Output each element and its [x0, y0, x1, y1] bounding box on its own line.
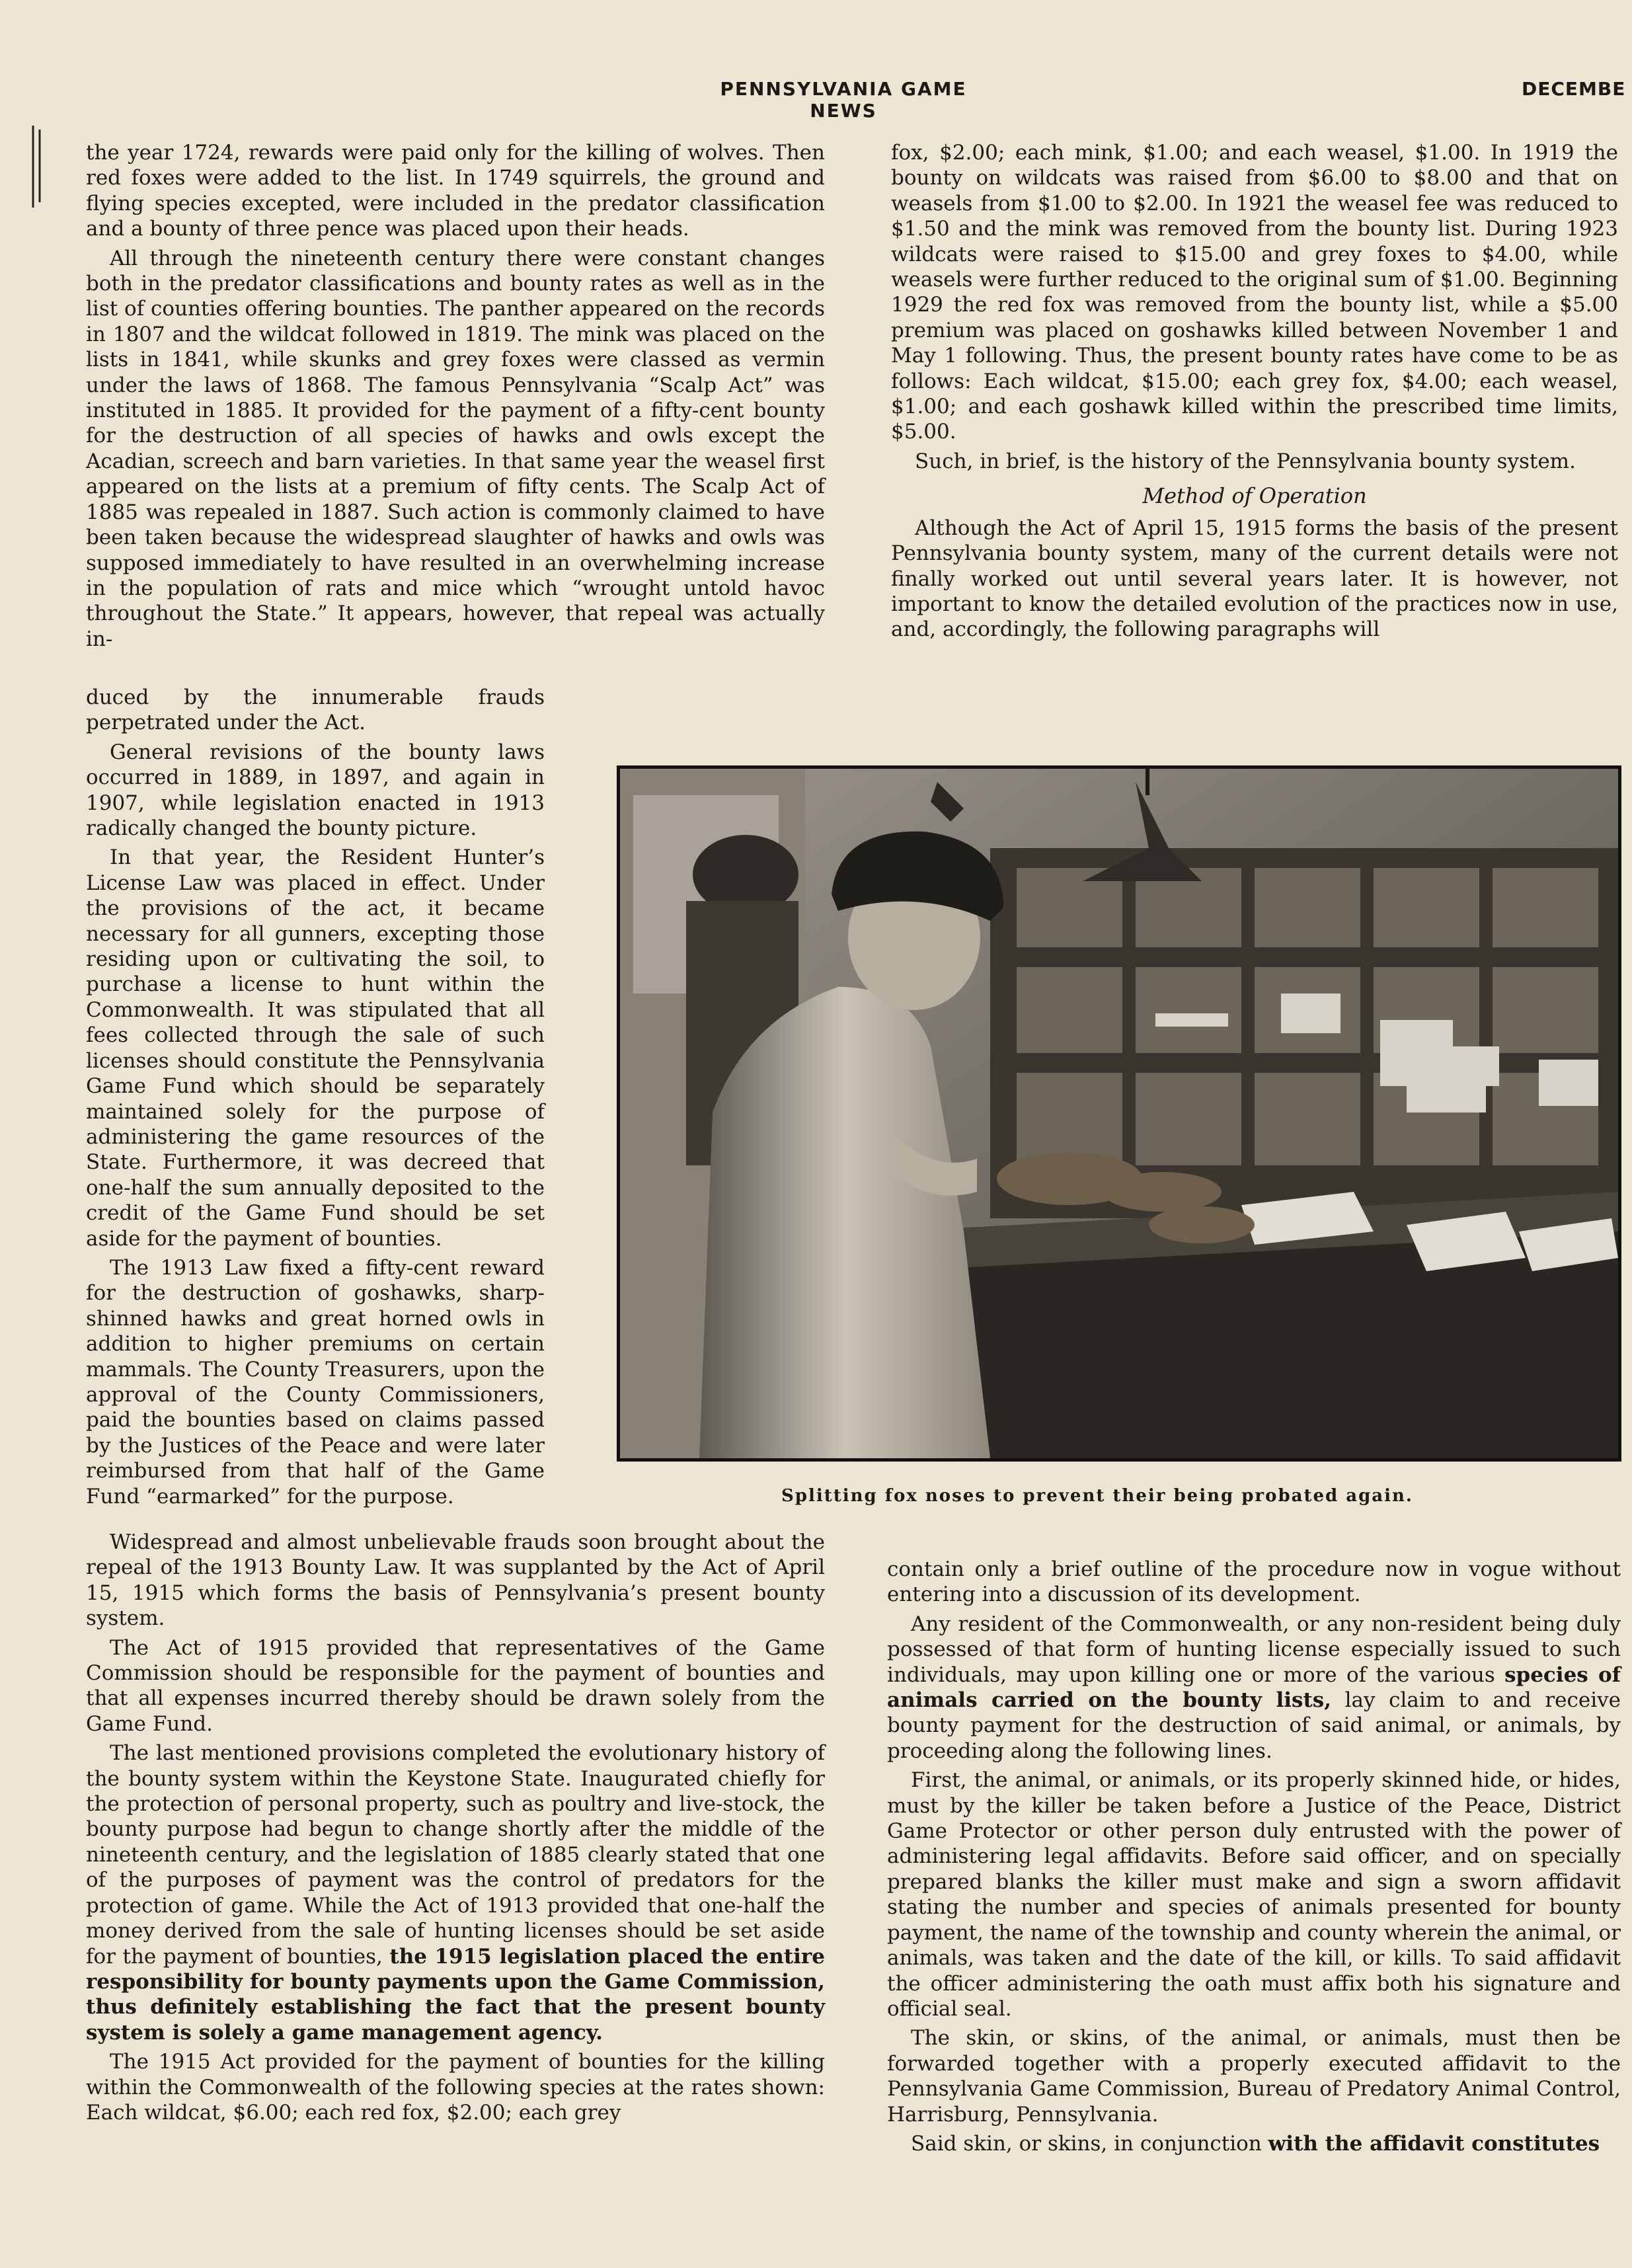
paragraph: General revisions of the bounty laws occurred in 1889, in 1897, and again in 1907, while legislation enacted in 1913 radically changed the bounty picture. — [86, 740, 545, 841]
photograph — [617, 765, 1621, 1462]
paragraph: duced by the innumerable frauds perpetrated under the Act. — [86, 685, 545, 735]
paragraph: The 1913 Law fixed a fifty-cent reward for the destruction of goshawks, sharp-shinned hawks and great horned owls in addition to higher premiums on certain mammals. The County Treasurers, upon the approval of the County Commissioners, paid the bounties based on claims passed by the Justices of the Peace and were later reimbursed from that half of the Game Fund “earmarked” for the purpose. — [86, 1255, 545, 1508]
paragraph — [887, 1612, 1621, 1764]
paragraph: fox, $2.00; each mink, $1.00; and each weasel, $1.00. In 1919 the bounty on wildcats was raised from $6.00 to $8.00 and that on weasels from $1.00 to $2.00. In 1921 the weasel fee was reduced to $1.50 and the mink was removed from the bounty list. During 1923 wildcats were raised to $15.00 and grey foxes to $4.00, while weasels were further reduced to the original sum of $1.00. Beginning 1929 the red fox was removed from the bounty list, while a $5.00 premium was placed on goshawks killed between November 1 and May 1 following. Thus, the present bounty rates have come to be as follows: Each wildcat, $15.00; each grey fox, $4.00; each weasel, $1.00; and each goshawk killed within the prescribed time limits, $5.00. — [891, 141, 1618, 444]
paragraph: Widespread and almost unbelievable frauds soon brought about the repeal of the 1913 Bounty Law. It was supplanted by the Act of April 15, 1915 which forms the basis of Pennsylvania’s present bounty system. — [86, 1530, 825, 1631]
paragraph: The Act of 1915 provided that representatives of the Game Commission should be responsible for the payment of bounties and that all expenses incurred thereby should be drawn solely from the Game Fund. — [86, 1635, 825, 1736]
paragraph: The skin, or skins, of the animal, or animals, must then be forwarded together with a properly executed affidavit to the Pennsylvania Game Commission, Bureau of Predatory Animal Control, Harrisburg, Pennsylvania. — [887, 2026, 1621, 2127]
paragraph: Such, in brief, is the history of the Pennsylvania bounty system. — [915, 449, 1576, 473]
text-run: lay claim to and receive bounty payment for the destruction of said animal, or animals, by proceeding along the following lines. — [887, 1688, 1621, 1763]
photo-caption: Splitting fox noses to prevent their being probated again. — [781, 1486, 1413, 1506]
paragraph: the year 1724, rewards were paid only for the killing of wolves. Then red foxes were added to the list. In 1749 squirrels, the ground and flying species excepted, were included in the predator classification and a bounty of three pence was placed upon their heads. — [86, 141, 825, 241]
right-column-bottom — [887, 1557, 1621, 2156]
bold-text-run: the 1915 legislation placed the entire responsibility for bounty payments upon the Game Commission, thus definitely establishing the fact that the present bounty system is solely a game management agency. — [86, 1944, 825, 2045]
left-column-top — [86, 140, 825, 652]
paragraph — [86, 1740, 825, 2045]
left-column-bottom — [86, 1530, 825, 2125]
bold-text-run: species of animals carried on the bounty lists, — [887, 1662, 1621, 1713]
text-run: Said skin, or skins, in conjunction — [911, 2131, 1268, 2156]
paragraph: In that year, the Resident Hunter’s License Law was placed in effect. Under the provisions of the act, it became necessary for all gunners, excepting those residing upon or cultivating the soil, to purchase a license to hunt within the Commonwealth. It was stipulated that all fees collected through the sale of such licenses should constitute the Pennsylvania Game Fund which should be separately maintained solely for the purpose of administering the game resources of the State. Furthermore, it was decreed that one-half the sum annually deposited to the credit of the Game Fund should be set aside for the payment of bounties. — [86, 845, 545, 1251]
margin-marks — [29, 123, 49, 215]
paragraph: The 1915 Act provided for the payment of bounties for the killing within the Commonwealth of the following species at the rates shown: Each wildcat, $6.00; each red fox, $2.00; each grey — [86, 2050, 825, 2125]
photo-illustration — [620, 769, 1618, 1458]
paragraph: Although the Act of April 15, 1915 forms the basis of the present Pennsylvania bounty system, many of the current details were not finally worked out until several years later. It is however, not important to know the detailed evolution of the practices now in use, and, accordingly, the following paragraphs will — [891, 516, 1618, 642]
paragraph: contain only a brief outline of the procedure now in vogue without entering into a discussion of its development. — [887, 1557, 1621, 1607]
running-header: PENNSYLVANIA GAME NEWS — [720, 78, 967, 122]
header-month: DECEMBE — [1522, 78, 1626, 100]
left-column-narrow — [86, 685, 545, 1509]
right-column-top — [891, 140, 1618, 643]
text-run: Any resident of the Commonwealth, or any non-resident being duly possessed of that form of hunting license especially issued to such individuals, may upon killing one or more of the various — [887, 1612, 1621, 1687]
text-run: The last mentioned provisions completed the evolutionary history of the bounty system within the Keystone State. Inaugurated chiefly for the protection of personal property, such as poultry and live-stock, the bounty purpose had begun to change shortly after the middle of the nineteenth century, and the legislation of 1885 clearly stated that one of the purposes of payment was the control of predators for the protection of game. While the Act of 1913 provided that one-half the money derived from the sale of hunting licenses should be set aside for the payment of bounties, — [86, 1741, 825, 1969]
paragraph: First, the animal, or animals, or its properly skinned hide, or hides, must by the killer be taken before a Justice of the Peace, District Game Protector or other person duly entrusted with the power of administering legal affidavits. Before said officer, and on specially prepared blanks the killer must make and sign a sworn affidavit stating the number and species of animals presented for bounty payment, the name of the township and county wherein the animal, or animals, was taken and the date of the kill, or kills. To said affidavit the officer administering the oath must affix both his signature and official seal. — [887, 1768, 1621, 2021]
paragraph: All through the nineteenth century there were constant changes both in the predator classifications and bounty rates as well as in the list of counties offering bounties. The panther appeared on the records in 1807 and the wildcat followed in 1819. The mink was placed on the lists in 1841, while skunks and grey foxes were classed as vermin under the laws of 1868. The famous Pennsylvania “Scalp Act” was instituted in 1885. It provided for the payment of a fifty-cent bounty for the destruction of all species of hawks and owls except the Acadian, screech and barn varieties. In that same year the weasel first appeared on the lists at a premium of fifty cents. The Scalp Act of 1885 was repealed in 1887. Such action is commonly claimed to have been taken because the widespread slaughter of hawks and owls was supposed immediately to have resulted in an overwhelming increase in the population of rats and mice which “wrought untold havoc throughout the State.” It appears, however, that repeal was actually in- — [86, 246, 825, 651]
section-heading: Method of Operation — [1142, 483, 1367, 509]
paragraph — [887, 2131, 1621, 2156]
bold-text-run: with the affidavit constitutes — [1268, 2131, 1600, 2156]
